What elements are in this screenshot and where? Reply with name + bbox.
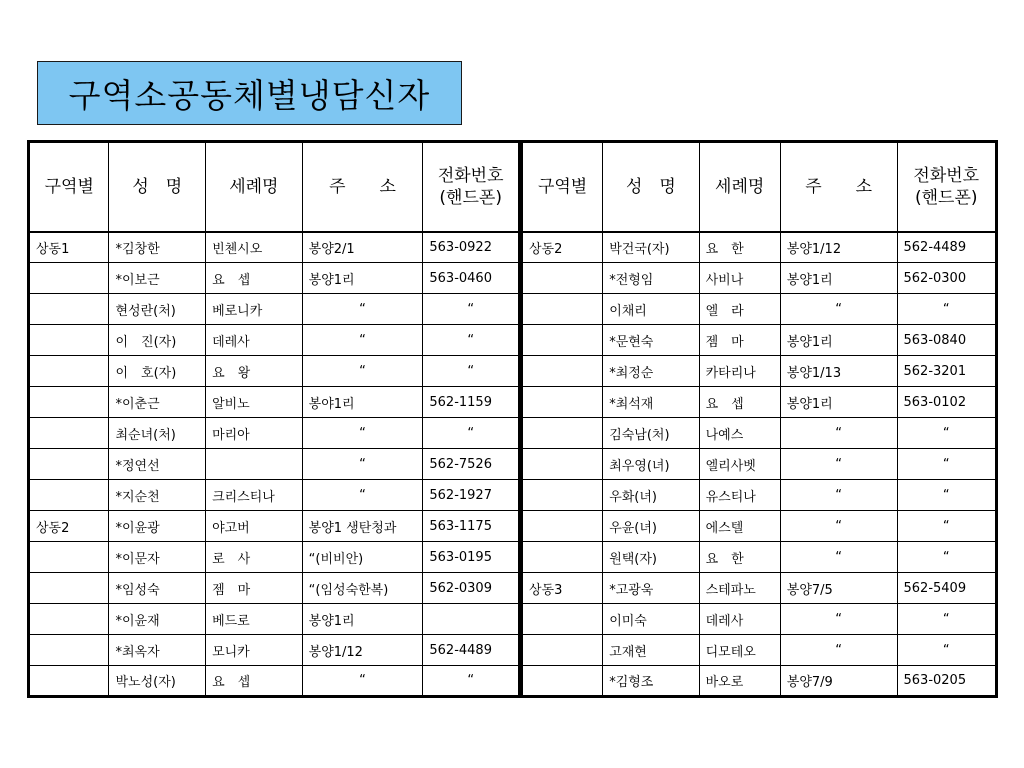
cell-district — [29, 480, 109, 511]
cell-baptismal-name: 요 셉 — [206, 666, 303, 697]
cell-phone: “ — [897, 418, 997, 449]
cell-baptismal-name: 디모테오 — [699, 635, 780, 666]
table-row — [522, 635, 997, 666]
cell-baptismal-name: 엘 라 — [699, 294, 780, 325]
cell-baptismal-name: 유스티나 — [699, 480, 780, 511]
cell-phone: “ — [897, 511, 997, 542]
cell-phone: “ — [897, 542, 997, 573]
cell-baptismal-name: 카타리나 — [699, 356, 780, 387]
cell-address: “(비비안) — [302, 542, 423, 573]
cell-baptismal-name: 젬 마 — [699, 325, 780, 356]
cell-baptismal-name: 빈첸시오 — [206, 232, 303, 263]
cell-district: 상동2 — [29, 511, 109, 542]
cell-address: “(임성숙한복) — [302, 573, 423, 604]
cell-phone: “ — [897, 635, 997, 666]
table-row — [29, 573, 520, 604]
cell-baptismal-name: 바오로 — [699, 666, 780, 697]
cell-name: *최정순 — [603, 356, 699, 387]
cell-baptismal-name: 젬 마 — [206, 573, 303, 604]
column-header-district: 구역별 — [29, 142, 109, 232]
cell-address: 봉양1리 — [302, 263, 423, 294]
cell-address: “ — [780, 449, 897, 480]
cell-phone: 562-0309 — [423, 573, 520, 604]
column-header-phone: 전화번호 (핸드폰) — [897, 142, 997, 232]
cell-district — [522, 356, 603, 387]
table-row — [29, 294, 520, 325]
cell-district — [522, 263, 603, 294]
cell-address: 봉양1/12 — [780, 232, 897, 263]
cell-phone: “ — [423, 418, 520, 449]
left-roster-table — [27, 140, 521, 698]
table-row — [522, 542, 997, 573]
cell-baptismal-name: 요 셉 — [699, 387, 780, 418]
cell-baptismal-name: 요 한 — [699, 232, 780, 263]
cell-baptismal-name: 마리아 — [206, 418, 303, 449]
table-row — [29, 635, 520, 666]
table-row — [522, 325, 997, 356]
column-header-name: 성 명 — [109, 142, 206, 232]
cell-phone: 562-4489 — [423, 635, 520, 666]
table-row — [29, 449, 520, 480]
cell-phone: “ — [897, 449, 997, 480]
cell-district — [29, 449, 109, 480]
cell-name: *이문자 — [109, 542, 206, 573]
cell-name: 고재현 — [603, 635, 699, 666]
cell-name: 박건국(자) — [603, 232, 699, 263]
cell-phone: “ — [897, 294, 997, 325]
table-row — [522, 387, 997, 418]
cell-phone: 563-0922 — [423, 232, 520, 263]
cell-address: “ — [302, 666, 423, 697]
cell-address: 봉야1리 — [302, 387, 423, 418]
cell-address: “ — [780, 418, 897, 449]
cell-name: 이미숙 — [603, 604, 699, 635]
cell-district — [522, 449, 603, 480]
cell-district — [29, 542, 109, 573]
cell-baptismal-name: 알비노 — [206, 387, 303, 418]
cell-phone: “ — [423, 666, 520, 697]
cell-district — [522, 666, 603, 697]
cell-name: *지순천 — [109, 480, 206, 511]
cell-address: “ — [302, 418, 423, 449]
cell-district — [522, 542, 603, 573]
cell-phone: 562-1159 — [423, 387, 520, 418]
cell-address: “ — [302, 294, 423, 325]
cell-name: *최석재 — [603, 387, 699, 418]
cell-name: *임성숙 — [109, 573, 206, 604]
column-header-district: 구역별 — [522, 142, 603, 232]
cell-name: *문현숙 — [603, 325, 699, 356]
cell-address: 봉양7/5 — [780, 573, 897, 604]
cell-address: 봉양1리 — [780, 387, 897, 418]
cell-baptismal-name: 요 한 — [699, 542, 780, 573]
column-header-baptismal-name: 세례명 — [206, 142, 303, 232]
cell-name: 원택(자) — [603, 542, 699, 573]
cell-district — [29, 573, 109, 604]
cell-district — [522, 604, 603, 635]
cell-address: “ — [302, 325, 423, 356]
cell-baptismal-name: 베로니카 — [206, 294, 303, 325]
cell-baptismal-name: 데레사 — [699, 604, 780, 635]
cell-name: 우화(녀) — [603, 480, 699, 511]
cell-name: 박노성(자) — [109, 666, 206, 697]
table-row — [29, 666, 520, 697]
cell-name: 이채리 — [603, 294, 699, 325]
cell-baptismal-name: 데레사 — [206, 325, 303, 356]
cell-address: 봉양1리 — [302, 604, 423, 635]
cell-address: 봉양1리 — [780, 263, 897, 294]
cell-name: *김형조 — [603, 666, 699, 697]
cell-address: 봉양1/13 — [780, 356, 897, 387]
cell-district — [29, 387, 109, 418]
cell-baptismal-name: 에스텔 — [699, 511, 780, 542]
cell-phone: 563-0460 — [423, 263, 520, 294]
cell-phone: 563-0102 — [897, 387, 997, 418]
cell-district — [522, 387, 603, 418]
cell-name: 현성란(처) — [109, 294, 206, 325]
table-row — [522, 604, 997, 635]
cell-name: *고광욱 — [603, 573, 699, 604]
cell-name: 이 호(자) — [109, 356, 206, 387]
cell-name: *이춘근 — [109, 387, 206, 418]
cell-phone: 562-7526 — [423, 449, 520, 480]
cell-district — [522, 325, 603, 356]
table-row — [29, 356, 520, 387]
column-header-baptismal-name: 세례명 — [699, 142, 780, 232]
column-header-phone: 전화번호 (핸드폰) — [423, 142, 520, 232]
table-row — [29, 511, 520, 542]
cell-name: *최옥자 — [109, 635, 206, 666]
cell-district — [29, 356, 109, 387]
cell-phone: 562-3201 — [897, 356, 997, 387]
table-row — [29, 263, 520, 294]
cell-address: “ — [302, 480, 423, 511]
cell-district — [29, 325, 109, 356]
cell-baptismal-name: 요 셉 — [206, 263, 303, 294]
cell-phone: 563-0195 — [423, 542, 520, 573]
cell-name: 우윤(녀) — [603, 511, 699, 542]
cell-name: 최순녀(처) — [109, 418, 206, 449]
cell-baptismal-name: 크리스티나 — [206, 480, 303, 511]
cell-phone: 563-0205 — [897, 666, 997, 697]
cell-baptismal-name: 베드로 — [206, 604, 303, 635]
cell-address: “ — [780, 294, 897, 325]
cell-address: 봉양7/9 — [780, 666, 897, 697]
cell-phone: 562-0300 — [897, 263, 997, 294]
table-row — [29, 232, 520, 263]
cell-district — [522, 418, 603, 449]
cell-baptismal-name: 모니카 — [206, 635, 303, 666]
cell-district — [29, 666, 109, 697]
cell-district — [29, 635, 109, 666]
table-row — [522, 294, 997, 325]
cell-address: “ — [780, 542, 897, 573]
table-row — [522, 480, 997, 511]
cell-name: *이윤광 — [109, 511, 206, 542]
cell-phone: “ — [423, 356, 520, 387]
header-row — [29, 142, 520, 232]
cell-name: 최우영(녀) — [603, 449, 699, 480]
cell-address: 봉양1리 — [780, 325, 897, 356]
cell-baptismal-name: 사비나 — [699, 263, 780, 294]
cell-phone: “ — [897, 604, 997, 635]
cell-address: 봉양2/1 — [302, 232, 423, 263]
cell-baptismal-name: 엘리사벳 — [699, 449, 780, 480]
cell-phone: “ — [423, 325, 520, 356]
column-header-address: 주 소 — [780, 142, 897, 232]
cell-name: 이 진(자) — [109, 325, 206, 356]
table-row — [29, 480, 520, 511]
cell-baptismal-name: 야고버 — [206, 511, 303, 542]
right-roster-table — [520, 140, 998, 698]
column-header-address: 주 소 — [302, 142, 423, 232]
cell-district — [522, 480, 603, 511]
cell-district: 상동1 — [29, 232, 109, 263]
table-row — [522, 449, 997, 480]
cell-address: “ — [780, 604, 897, 635]
cell-district — [522, 635, 603, 666]
cell-district: 상동2 — [522, 232, 603, 263]
cell-address: 봉양1 생탄청과 — [302, 511, 423, 542]
table-row — [29, 325, 520, 356]
cell-name: *이윤재 — [109, 604, 206, 635]
cell-baptismal-name — [206, 449, 303, 480]
cell-address: “ — [780, 635, 897, 666]
table-row — [522, 232, 997, 263]
cell-phone — [423, 604, 520, 635]
cell-name: 김숙남(처) — [603, 418, 699, 449]
cell-district — [29, 263, 109, 294]
cell-phone: 562-5409 — [897, 573, 997, 604]
cell-phone: “ — [423, 294, 520, 325]
table-row — [522, 511, 997, 542]
table-row — [29, 542, 520, 573]
cell-name: *이보근 — [109, 263, 206, 294]
page-title: 구역소공동체별냉담신자 — [37, 61, 462, 125]
table-row — [522, 418, 997, 449]
column-header-name: 성 명 — [603, 142, 699, 232]
cell-district — [522, 511, 603, 542]
cell-name: *정연선 — [109, 449, 206, 480]
cell-address: “ — [302, 356, 423, 387]
table-row — [522, 573, 997, 604]
table-row — [522, 263, 997, 294]
cell-phone: 562-4489 — [897, 232, 997, 263]
table-row — [29, 387, 520, 418]
cell-phone: 563-1175 — [423, 511, 520, 542]
table-row — [522, 666, 997, 697]
table-row — [29, 418, 520, 449]
table-row — [29, 604, 520, 635]
cell-baptismal-name: 요 왕 — [206, 356, 303, 387]
cell-phone: 562-1927 — [423, 480, 520, 511]
cell-address: “ — [780, 511, 897, 542]
cell-address: 봉양1/12 — [302, 635, 423, 666]
cell-phone: “ — [897, 480, 997, 511]
cell-name: *전형임 — [603, 263, 699, 294]
cell-phone: 563-0840 — [897, 325, 997, 356]
cell-address: “ — [780, 480, 897, 511]
cell-district — [29, 294, 109, 325]
cell-district — [522, 294, 603, 325]
cell-baptismal-name: 로 사 — [206, 542, 303, 573]
header-row — [522, 142, 997, 232]
cell-baptismal-name: 스테파노 — [699, 573, 780, 604]
cell-district: 상동3 — [522, 573, 603, 604]
cell-baptismal-name: 나예스 — [699, 418, 780, 449]
cell-district — [29, 604, 109, 635]
cell-name: *김창한 — [109, 232, 206, 263]
table-row — [522, 356, 997, 387]
cell-address: “ — [302, 449, 423, 480]
cell-district — [29, 418, 109, 449]
